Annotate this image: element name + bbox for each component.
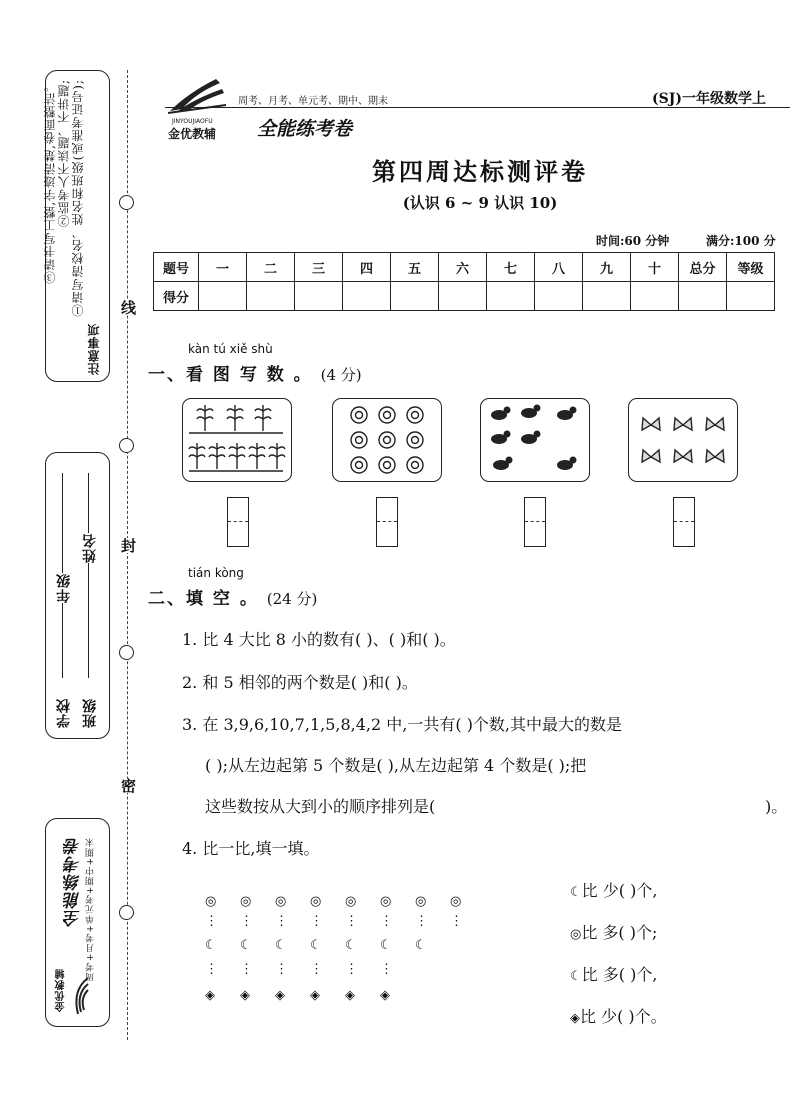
series-title: 全能练考卷 [257, 118, 353, 140]
score-head: 八 [535, 253, 583, 282]
banana-icon: ☾ [240, 938, 252, 953]
score-head: 等级 [727, 253, 775, 282]
fish-icon: ◈ [205, 988, 215, 1003]
notice-line-1: ①请写清校名、姓名和班级(或准考证号); [71, 79, 85, 317]
score-cell[interactable] [199, 282, 247, 311]
dots-icon: ⋮ [415, 914, 428, 929]
compare-4-text: 比 少( )个。 [580, 1007, 667, 1026]
field-class-line [88, 473, 89, 678]
answer-box[interactable] [227, 497, 249, 547]
edition: (SJ)一年级数学上 [652, 91, 766, 107]
field-name: 姓名 [82, 533, 98, 563]
bird-icon [481, 399, 589, 481]
score-cell[interactable] [631, 282, 679, 311]
binding-line [127, 70, 128, 1040]
dots-icon: ⋮ [345, 962, 358, 977]
picture-butterflies [628, 398, 738, 482]
banana-icon: ☾ [570, 885, 582, 900]
notice-line-2: ②监考人不读题、不讲题; [57, 79, 71, 228]
brand-box [45, 818, 110, 1027]
page-subtitle: (认识 6 ~ 9 认识 10) [402, 194, 558, 212]
dots-icon: ⋮ [310, 914, 323, 929]
hedgehog-icon: ◎ [205, 894, 217, 909]
hedgehog-row [205, 894, 485, 909]
score-cell[interactable] [391, 282, 439, 311]
score-head: 总分 [679, 253, 727, 282]
fish-icon: ◈ [570, 1011, 580, 1026]
logo-pinyin: JINYOUJIAOFU [172, 118, 213, 125]
fish-icon: ◈ [310, 988, 320, 1003]
banana-icon: ☾ [205, 938, 217, 953]
score-table-header-row [154, 253, 775, 282]
page-title: 第四周达标测评卷 [372, 157, 588, 186]
question-1: 1. 比 4 大比 8 小的数有( )、( )和( )。 [182, 630, 456, 649]
question-3-line-2: ( );从左边起第 5 个数是( ),从左边起第 4 个数是( );把 [205, 756, 587, 775]
hedgehog-icon: ◎ [570, 927, 582, 942]
dots-row [205, 962, 415, 977]
brand-logo-text: 金优教辅 [56, 968, 67, 1012]
dots-icon: ⋮ [345, 914, 358, 929]
score-table-score-row [154, 282, 775, 311]
binding-hole [119, 645, 134, 660]
dots-icon: ⋮ [240, 962, 253, 977]
exam-types: 周考、月考、单元考、期中、期末 [238, 96, 388, 107]
notice-box [45, 70, 110, 382]
field-school: 学校 [56, 698, 72, 728]
question-3-line-3: 这些数按从大到小的顺序排列是( [205, 797, 436, 816]
hedgehog-icon: ◎ [240, 894, 252, 909]
full-score: 满分:100 分 [706, 234, 776, 248]
picture-birds [480, 398, 590, 482]
student-info-box [45, 452, 110, 739]
binding-hole [119, 195, 134, 210]
hedgehog-icon: ◎ [450, 894, 462, 909]
hedgehog-icon: ◎ [415, 894, 427, 909]
hedgehog-icon: ◎ [345, 894, 357, 909]
dots-icon: ⋮ [380, 914, 393, 929]
score-cell[interactable] [679, 282, 727, 311]
compare-2 [570, 920, 657, 943]
fish-icon: ◈ [380, 988, 390, 1003]
banana-icon: ☾ [570, 969, 582, 984]
answer-box[interactable] [376, 497, 398, 547]
score-cell[interactable] [439, 282, 487, 311]
section2-pinyin: tián kòng [188, 566, 244, 580]
compare-1 [570, 878, 657, 901]
section1-points: (4 分) [320, 366, 362, 384]
dots-icon: ⋮ [450, 914, 463, 929]
dots-icon: ⋮ [310, 962, 323, 977]
banana-icon: ☾ [380, 938, 392, 953]
cut-word-mi: 密 [119, 778, 137, 793]
compare-2-text: 比 多( )个; [581, 923, 658, 942]
answer-box[interactable] [524, 497, 546, 547]
compare-1-text: 比 少( )个, [581, 881, 658, 900]
score-head: 三 [295, 253, 343, 282]
answer-box[interactable] [673, 497, 695, 547]
fish-row [205, 988, 415, 1003]
binding-hole [119, 438, 134, 453]
score-head: 一 [199, 253, 247, 282]
cut-word-xian: 线 [119, 300, 137, 315]
section1-pinyin: kàn tú xiě shù [188, 342, 273, 356]
score-cell[interactable] [247, 282, 295, 311]
banana-icon: ☾ [310, 938, 322, 953]
banana-icon: ☾ [275, 938, 287, 953]
exam-time: 时间:60 分钟 [596, 234, 670, 248]
question-4: 4. 比一比,填一填。 [182, 839, 320, 858]
book-logo-icon [166, 75, 228, 117]
banana-icon: ☾ [415, 938, 427, 953]
score-cell[interactable] [535, 282, 583, 311]
dots-icon: ⋮ [380, 962, 393, 977]
field-grade: 年级 [56, 573, 72, 603]
fish-icon: ◈ [240, 988, 250, 1003]
banana-row [205, 938, 450, 953]
compare-4 [570, 1004, 667, 1027]
score-cell[interactable] [727, 282, 775, 311]
section1-title [148, 360, 362, 385]
score-head: 七 [487, 253, 535, 282]
butterfly-icon [629, 399, 737, 481]
score-cell[interactable] [583, 282, 631, 311]
score-head: 九 [583, 253, 631, 282]
section2-title [148, 584, 317, 609]
section2-points: (24 分) [266, 590, 318, 608]
dots-icon: ⋮ [240, 914, 253, 929]
compare-3-text: 比 多( )个, [581, 965, 658, 984]
header-rule [165, 107, 790, 108]
score-cell[interactable] [343, 282, 391, 311]
dots-icon: ⋮ [205, 914, 218, 929]
picture-flowers [332, 398, 442, 482]
fish-icon: ◈ [275, 988, 285, 1003]
binding-hole [119, 905, 134, 920]
picture-sprouts [182, 398, 292, 482]
banana-icon: ☾ [345, 938, 357, 953]
notice-line-3: ③请书写工整,字迹清楚,卷面整洁。 [43, 79, 57, 284]
hedgehog-icon: ◎ [310, 894, 322, 909]
hedgehog-icon: ◎ [380, 894, 392, 909]
compare-3 [570, 962, 657, 985]
book-logo-icon [68, 976, 92, 1016]
dots-icon: ⋮ [205, 962, 218, 977]
score-head: 六 [439, 253, 487, 282]
notice-label: 注意事项 [87, 323, 101, 375]
field-class: 班级 [82, 698, 98, 728]
fish-icon: ◈ [345, 988, 355, 1003]
score-head: 五 [391, 253, 439, 282]
brand-sub: 周考+月考+单元考+期中+期末 [86, 837, 96, 982]
flower-icon [333, 399, 441, 481]
dots-row [205, 914, 485, 929]
hedgehog-icon: ◎ [275, 894, 287, 909]
sprout-icon [183, 399, 291, 481]
score-cell[interactable] [487, 282, 535, 311]
dots-icon: ⋮ [275, 962, 288, 977]
section1-title-text: 一、看 图 写 数 。 [148, 365, 313, 385]
score-head: 四 [343, 253, 391, 282]
cut-word-feng: 封 [119, 538, 137, 553]
score-head: 二 [247, 253, 295, 282]
section2-title-text: 二、填 空 。 [148, 589, 259, 609]
question-3-line-3-end: )。 [765, 797, 788, 816]
score-head: 题号 [154, 253, 199, 282]
brand-title: 全能练考卷 [64, 837, 84, 927]
score-table [153, 252, 775, 311]
dots-icon: ⋮ [275, 914, 288, 929]
score-head: 十 [631, 253, 679, 282]
logo-text: 金优教辅 [168, 127, 217, 141]
score-cell[interactable] [295, 282, 343, 311]
question-2: 2. 和 5 相邻的两个数是( )和( )。 [182, 673, 418, 692]
question-3-line-1: 3. 在 3,9,6,10,7,1,5,8,4,2 中,一共有( )个数,其中最大的数是 [182, 715, 623, 734]
score-row-label: 得分 [154, 282, 199, 311]
